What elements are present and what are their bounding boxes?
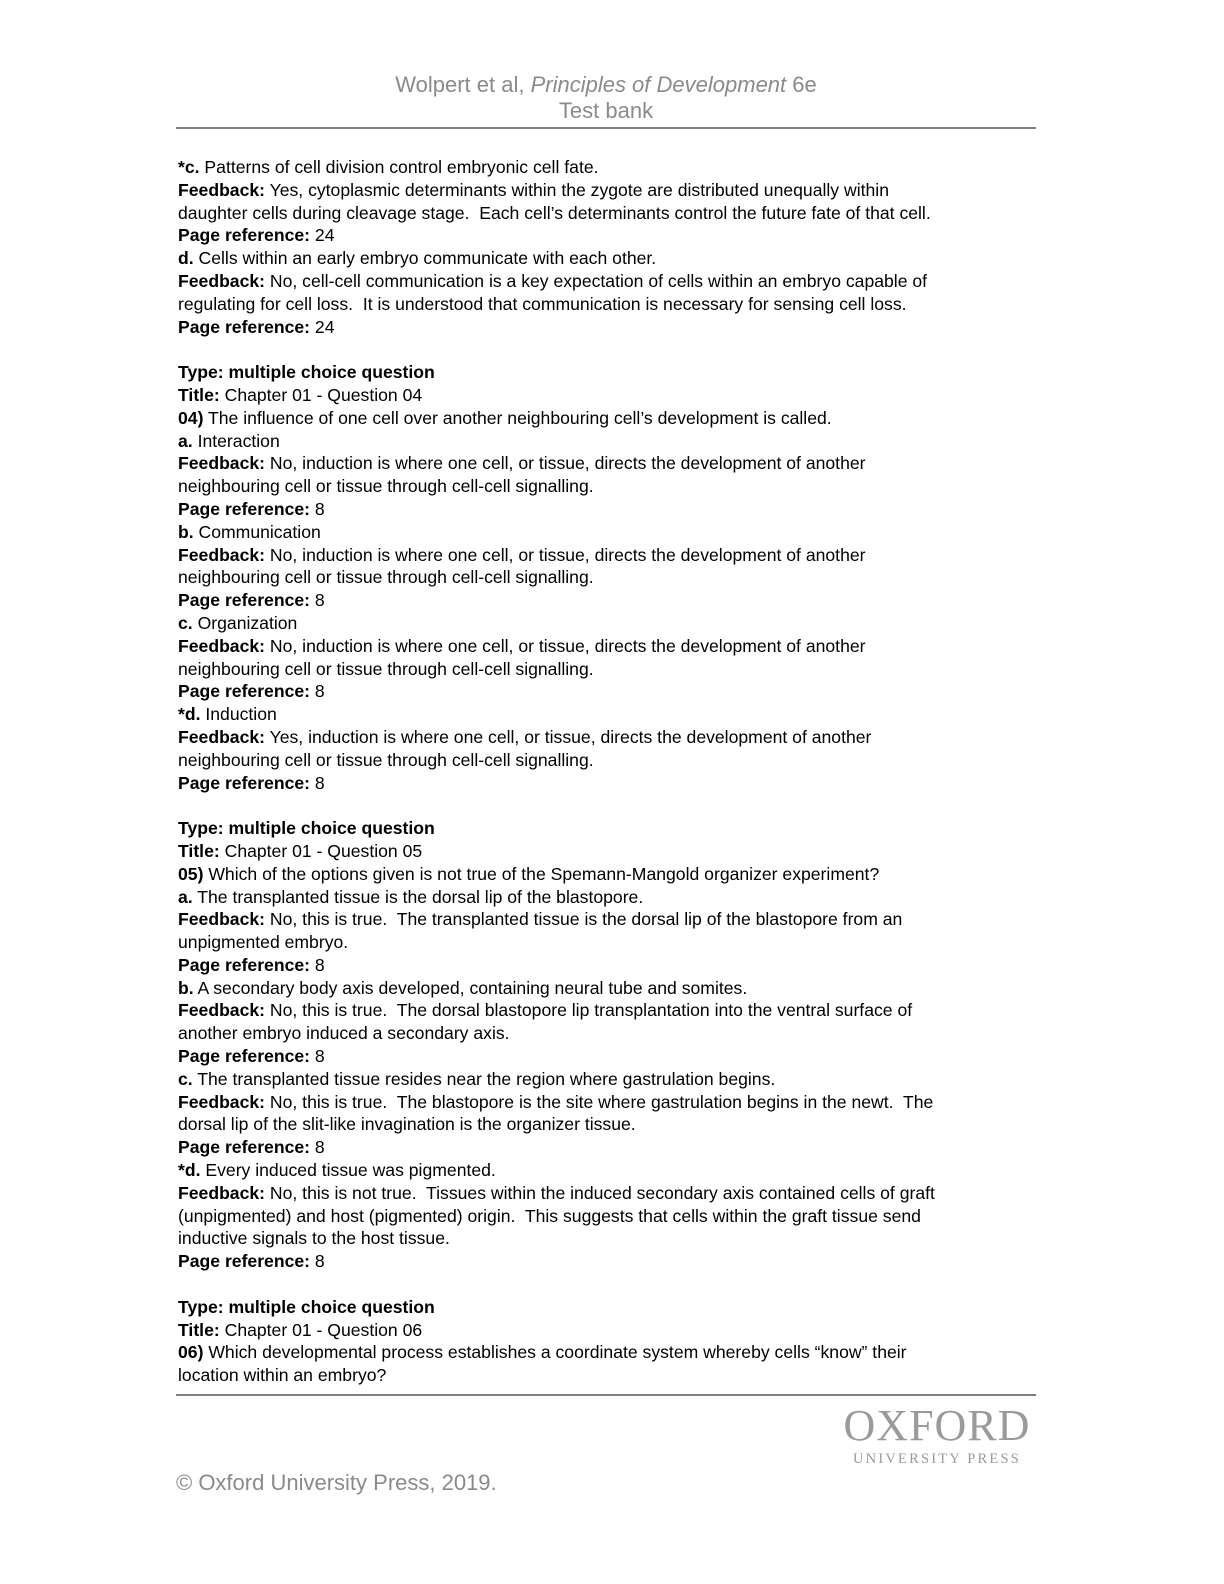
line-label: Title: xyxy=(178,840,220,861)
line-label: b. xyxy=(178,521,194,542)
line-label: Feedback: xyxy=(178,179,266,200)
line-text: The transplanted tissue resides near the region where gastrulation begins. xyxy=(192,1068,776,1089)
line-text: 8 xyxy=(310,954,325,975)
text-line xyxy=(178,1296,1038,1319)
header-subtitle: Test bank xyxy=(558,98,654,123)
text-line xyxy=(178,954,1038,977)
paragraph-gap xyxy=(178,794,1038,817)
text-line xyxy=(178,430,1038,453)
oxford-logo xyxy=(842,1402,1032,1468)
text-line xyxy=(178,224,1038,247)
page-header xyxy=(176,72,1036,124)
document-body xyxy=(178,156,1038,1387)
text-line xyxy=(178,772,1038,795)
text-line xyxy=(178,1136,1038,1159)
logo-wordmark: OXFORD xyxy=(843,1401,1031,1450)
text-line xyxy=(178,316,1038,339)
text-line xyxy=(178,270,1038,293)
header-edition: 6e xyxy=(792,72,817,97)
text-line xyxy=(178,931,1038,954)
line-label: 05) xyxy=(178,863,204,884)
text-line xyxy=(178,817,1038,840)
header-authors: Wolpert et al, xyxy=(395,72,525,97)
line-text: Every induced tissue was pigmented. xyxy=(200,1160,496,1181)
line-label: *d. xyxy=(178,1160,201,1181)
line-text: 8 xyxy=(310,772,325,793)
text-line xyxy=(178,179,1038,202)
line-label: a. xyxy=(178,430,193,451)
line-label: a. xyxy=(178,886,193,907)
text-line xyxy=(178,202,1038,225)
line-text: another embryo induced a secondary axis. xyxy=(178,1023,510,1044)
line-text: 8 xyxy=(310,590,325,611)
line-text: 8 xyxy=(310,681,325,702)
line-text: Cells within an early embryo communicate with each other. xyxy=(193,248,657,269)
line-text: No, induction is where one cell, or tissue, directs the development of another xyxy=(265,453,866,474)
line-text: neighbouring cell or tissue through cell-cell signalling. xyxy=(178,749,594,770)
text-line xyxy=(178,247,1038,270)
text-line xyxy=(178,452,1038,475)
text-line xyxy=(178,977,1038,1000)
text-line xyxy=(178,1045,1038,1068)
copyright-notice: © Oxford University Press, 2019. xyxy=(176,1470,497,1495)
text-line xyxy=(178,1364,1038,1387)
line-text: neighbouring cell or tissue through cell-cell signalling. xyxy=(178,658,594,679)
text-line xyxy=(178,156,1038,179)
line-text: No, this is true. The transplanted tissue is the dorsal lip of the blastopore from an xyxy=(265,909,903,930)
line-text: No, induction is where one cell, or tissue, directs the development of another xyxy=(265,544,866,565)
text-line xyxy=(178,498,1038,521)
line-text: inductive signals to the host tissue. xyxy=(178,1228,450,1249)
line-label: Title: xyxy=(178,384,220,405)
line-label: Page reference: xyxy=(178,225,311,246)
line-text: 8 xyxy=(310,1251,325,1272)
line-label: Page reference: xyxy=(178,1137,311,1158)
text-line xyxy=(178,521,1038,544)
header-book-title: Principles of Development xyxy=(530,72,787,97)
text-line xyxy=(178,361,1038,384)
line-text: unpigmented embryo. xyxy=(178,932,349,953)
text-line xyxy=(178,384,1038,407)
line-text: dorsal lip of the slit-like invagination is the organizer tissue. xyxy=(178,1114,636,1135)
line-text: No, this is not true. Tissues within the induced secondary axis contained cells of graft xyxy=(265,1182,935,1203)
line-label: Feedback: xyxy=(178,1182,266,1203)
line-text: neighbouring cell or tissue through cell-cell signalling. xyxy=(178,476,594,497)
text-line xyxy=(178,703,1038,726)
line-text: Chapter 01 - Question 04 xyxy=(219,384,423,405)
line-label: Type: multiple choice question xyxy=(178,818,435,839)
line-label: Page reference: xyxy=(178,316,311,337)
line-label: Title: xyxy=(178,1319,220,1340)
text-line xyxy=(178,1250,1038,1273)
line-text: Which developmental process establishes a coordinate system whereby cells “know” their xyxy=(203,1342,907,1363)
text-line xyxy=(178,1022,1038,1045)
paragraph-gap xyxy=(178,338,1038,361)
text-line xyxy=(178,999,1038,1022)
line-text: No, this is true. The blastopore is the site where gastrulation begins in the newt. The xyxy=(265,1091,934,1112)
line-text: neighbouring cell or tissue through cell-cell signalling. xyxy=(178,567,594,588)
text-line xyxy=(178,863,1038,886)
line-label: Type: multiple choice question xyxy=(178,362,435,383)
line-text: Which of the options given is not true of the Spemann-Mangold organizer experiment? xyxy=(203,863,880,884)
line-text: The transplanted tissue is the dorsal lip of the blastopore. xyxy=(192,886,644,907)
paragraph-gap xyxy=(178,1273,1038,1296)
text-line xyxy=(178,1341,1038,1364)
line-label: c. xyxy=(178,612,193,633)
line-label: Feedback: xyxy=(178,1091,266,1112)
line-label: Feedback: xyxy=(178,544,266,565)
line-label: *c. xyxy=(178,157,200,177)
text-line xyxy=(178,566,1038,589)
line-text: No, this is true. The dorsal blastopore lip transplantation into the ventral surface of xyxy=(265,1000,913,1021)
header-divider xyxy=(176,127,1036,129)
line-text: Yes, cytoplasmic determinants within the zygote are distributed unequally within xyxy=(265,179,889,200)
text-line xyxy=(178,1113,1038,1136)
line-text: No, cell-cell communication is a key expectation of cells within an embryo capable of xyxy=(265,270,928,291)
line-text: (unpigmented) and host (pigmented) origin. This suggests that cells within the graft tissue send xyxy=(178,1205,921,1226)
line-label: d. xyxy=(178,248,194,269)
line-label: Page reference: xyxy=(178,498,311,519)
text-line xyxy=(178,544,1038,567)
text-line xyxy=(178,1227,1038,1250)
line-label: Page reference: xyxy=(178,1046,311,1067)
line-label: 06) xyxy=(178,1342,204,1363)
text-line xyxy=(178,908,1038,931)
line-text: Patterns of cell division control embryonic cell fate. xyxy=(199,157,599,177)
line-text: Induction xyxy=(200,704,277,725)
line-text: regulating for cell loss. It is understood that communication is necessary for sensing cell loss. xyxy=(178,293,907,314)
line-text: 8 xyxy=(310,1137,325,1158)
text-line xyxy=(178,1319,1038,1342)
line-label: Page reference: xyxy=(178,1251,311,1272)
line-text: 8 xyxy=(310,498,325,519)
line-text: Chapter 01 - Question 05 xyxy=(219,840,423,861)
text-line xyxy=(178,1182,1038,1205)
line-label: *d. xyxy=(178,704,201,725)
line-text: location within an embryo? xyxy=(178,1365,387,1386)
line-text: Interaction xyxy=(192,430,280,451)
text-line xyxy=(178,589,1038,612)
text-line xyxy=(178,658,1038,681)
line-label: c. xyxy=(178,1068,193,1089)
line-label: b. xyxy=(178,977,194,998)
line-label: Type: multiple choice question xyxy=(178,1296,435,1317)
line-text: daughter cells during cleavage stage. Each cell’s determinants control the future fate of that cell. xyxy=(178,202,931,223)
footer-divider xyxy=(176,1394,1036,1396)
header-title xyxy=(176,72,1036,98)
line-text: 8 xyxy=(310,1046,325,1067)
line-text: The influence of one cell over another neighbouring cell’s development is called. xyxy=(203,407,832,428)
text-line xyxy=(178,1159,1038,1182)
text-line xyxy=(178,635,1038,658)
line-label: Page reference: xyxy=(178,681,311,702)
line-text: 24 xyxy=(310,316,335,337)
text-line xyxy=(178,1091,1038,1114)
text-line xyxy=(178,680,1038,703)
line-text: Organization xyxy=(192,612,298,633)
text-line xyxy=(178,407,1038,430)
text-line xyxy=(178,1205,1038,1228)
line-label: Page reference: xyxy=(178,954,311,975)
text-line xyxy=(178,749,1038,772)
line-label: Page reference: xyxy=(178,772,311,793)
line-label: Feedback: xyxy=(178,453,266,474)
text-line xyxy=(178,475,1038,498)
line-label: Feedback: xyxy=(178,270,266,291)
logo-subtitle: UNIVERSITY PRESS xyxy=(852,1451,1021,1467)
line-label: Page reference: xyxy=(178,590,311,611)
line-text: Chapter 01 - Question 06 xyxy=(219,1319,423,1340)
text-line xyxy=(178,726,1038,749)
text-line xyxy=(178,1068,1038,1091)
text-line xyxy=(178,293,1038,316)
line-label: 04) xyxy=(178,407,204,428)
text-line xyxy=(178,612,1038,635)
text-line xyxy=(178,886,1038,909)
text-line xyxy=(178,840,1038,863)
line-label: Feedback: xyxy=(178,635,266,656)
line-label: Feedback: xyxy=(178,726,266,747)
line-label: Feedback: xyxy=(178,909,266,930)
line-text: Yes, induction is where one cell, or tissue, directs the development of another xyxy=(265,726,872,747)
line-text: A secondary body axis developed, containing neural tube and somites. xyxy=(193,977,748,998)
line-text: Communication xyxy=(193,521,321,542)
line-text: 24 xyxy=(310,225,335,246)
line-text: No, induction is where one cell, or tissue, directs the development of another xyxy=(265,635,866,656)
line-label: Feedback: xyxy=(178,1000,266,1021)
